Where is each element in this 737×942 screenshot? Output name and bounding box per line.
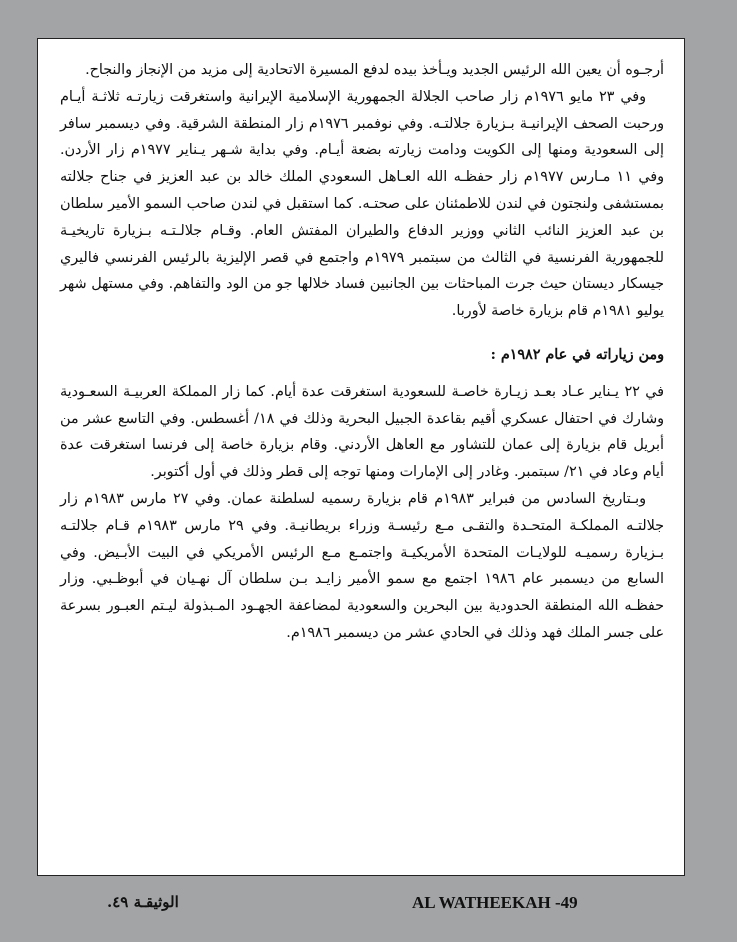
article-body — [60, 57, 664, 647]
paragraph-1982-1: في ٢٢ يـناير عـاد بعـد زيـارة خاصـة للسعودية استغرقت عدة أيام. كما زار المملكة العربيـة السعـودية وشارك في احتفال عسكري أقيم بقاعدة الجبيل البحرية وذلك في ١٨/ أغسطس. وفي التاسع عشر من أبريل قام بزيارة إلى عمان للتشاور مع العاهل الأردني. وقام بزيارة خاصة إلى فرنسا استغرقت عدة أيام وعاد في ٢١/ سبتمبر. وغادر إلى الإمارات ومنها توجه إلى قطر وذلك في أول أكتوبر. — [60, 383, 665, 481]
journal-name: AL WATHEEKAH -49 — [412, 893, 578, 912]
paragraph-1982-2: وبـتاريخ السادس من فبراير ١٩٨٣م قام بزيارة رسميه لسلطنة عمان. وفي ٢٧ مارس ١٩٨٣م زار جلالتـه المملكـة المتحـدة والتقـى مـع رئيسـة وزراء بريطانيـة. وفي ٢٩ مارس ١٩٨٣م قـام جلالتـه بـزيارة رسميـه للولايـات المتحدة الأمريكيـة واجتمـع مـع الرئيس الأمريكي في البيت الأبـيض. وفي السابع من ديسمبر عام ١٩٨٦ اجتمع مع سمو الأمير زايـد بـن سلطان آل نهـيان في أبوظـبي. وزار حفظـه الله المنطقة الحدودية بين البحرين والسعودية لمضاعفة الجهـود المـبذولة ليـتم العبـور بسرعة على جسر الملك فهد وذلك في الحادي عشر من ديسمبر ١٩٨٦م. — [60, 490, 664, 641]
paragraph-intro-2: وفي ٢٣ مايو ١٩٧٦م زار صاحب الجلالة الجمهورية الإسلامية الإيرانية واستغرقت زيارتـه ثلاثـة أيـام ورحبت الصحف الإيرانيـة بـزيارة جلالتـه. وفي نوفمبر ١٩٧٦م زار المنطقة الشرقية. وفي ديسمبر سافر إلى السعودية ومنها إلى الكويت ودامت زيارته بضعة أيـام. وفي بداية شـهر يـناير ١٩٧٧م زار الأردن. وفي ١١ مـارس ١٩٧٧م زار حفظـه الله العـاهل السعودي الملك خالد بن عبد العزيز في جناح جلالته بمستشفى ولنجتون في لندن للاطمئنان على صحتـه. كما استقبل في لندن صاحب السمو الأمير سلطان بن عبد العزيز النائب الثاني ووزير الدفاع والطيران المفتش العام. وقـام جلالـتـه بـزيارة تاريخيـة للجمهورية الفرنسية في الثالث من سبتمبر ١٩٧٩م واجتمع في قصر الإليزية بالرئيس الفرنسي فاليري جيسكار ديستان حيث جرت المباحثات بين الجانبين فساد خلالها جو من الود والتفاهم. وفي مستهل شهر يوليو ١٩٨١م قام بزيارة خاصة لأوربا. — [60, 88, 665, 320]
paragraph-intro-1: أرجـوه أن يعين الله الرئيس الجديد ويـأخذ بيده لدفع المسيرة الاتحادية إلى مزيد من الإنجاز والنجاح. — [85, 62, 664, 78]
document-page — [37, 38, 685, 876]
page-footer — [37, 893, 685, 919]
section-heading-1982: ومن زياراته في عام ١٩٨٢م : — [490, 346, 664, 363]
page-number-arabic: الوثيقـة ٤٩. — [107, 893, 179, 911]
